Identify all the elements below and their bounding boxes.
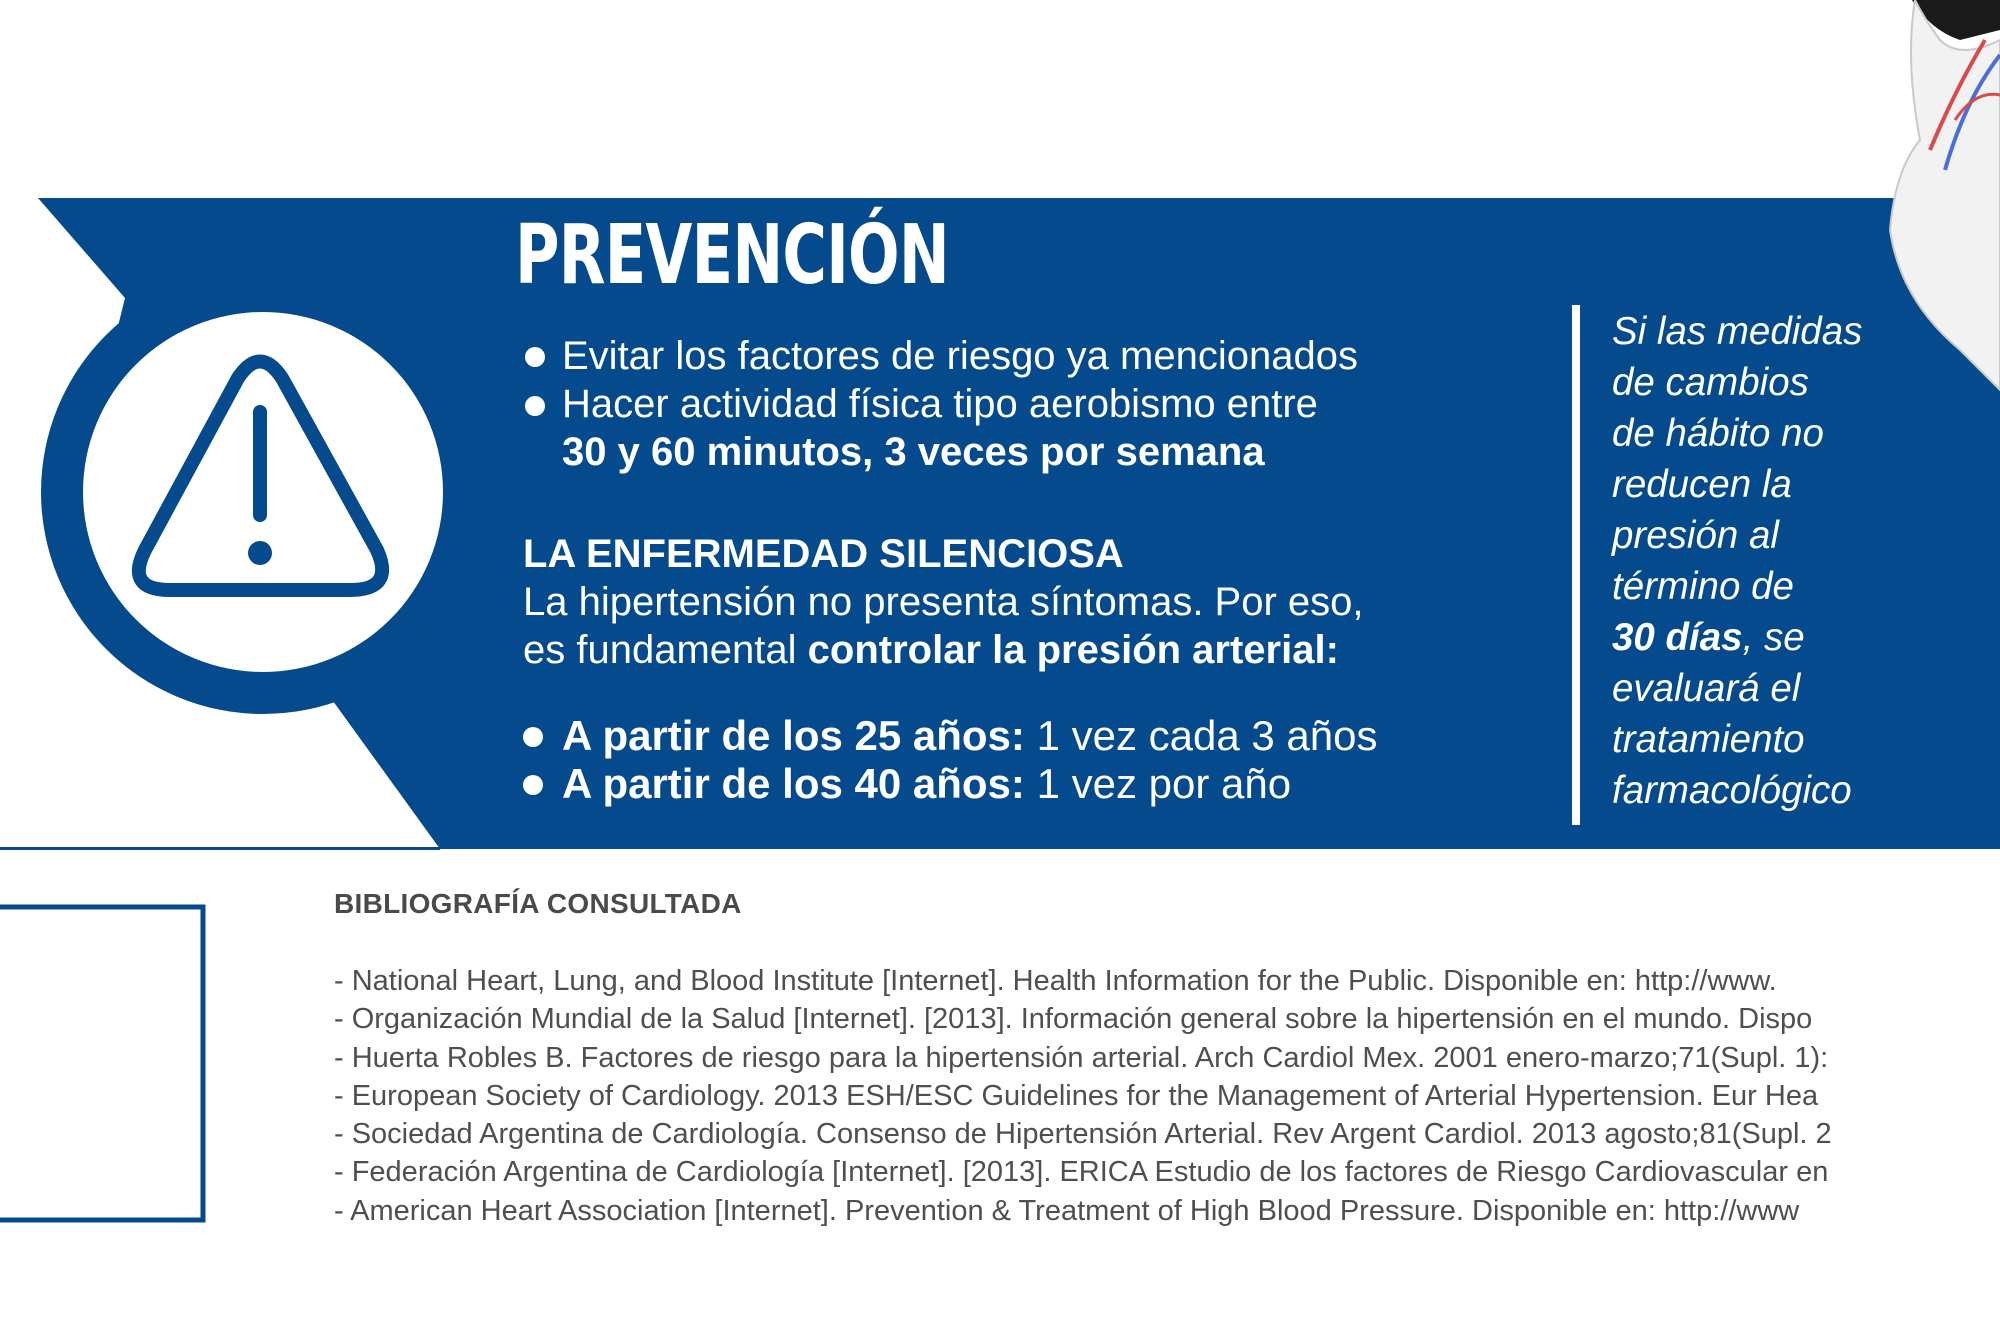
prevention-bullet-1: Evitar los factores de riesgo ya mencionados [562,334,1358,378]
side-note-line: evaluará el [1612,667,1801,710]
prevention-bullet-2-continuation [562,428,1265,476]
bibliography-heading: BIBLIOGRAFÍA CONSULTADA [334,888,742,919]
bibliography-list [334,962,1832,1230]
silent-heading-text: LA ENFERMEDAD SILENCIOSA [523,532,1124,576]
prevention-bullet-2-bold: 30 y 60 minutos, 3 veces por semana [562,430,1265,474]
vertical-divider [1572,305,1580,825]
bibliography-entry: - Federación Argentina de Cardiología [Internet]. [2013]. ERICA Estudio de los factores de Riesgo Cardiovascular en [334,1156,1829,1189]
silent-line-1: La hipertensión no presenta síntomas. Por eso, [523,580,1364,624]
side-note-line: de cambios [1612,361,1809,404]
side-note-line: de hábito no [1612,412,1824,455]
bullet-dot [525,347,545,367]
side-note-line: tratamiento [1612,718,1805,761]
checkup-item-2-bold: A partir de los 40 años: [562,760,1025,807]
bullet-dot [523,727,543,747]
side-note-line: farmacológico [1612,769,1852,812]
bibliography-entry: - American Heart Association [Internet]. Prevention & Treatment of High Blood Pressure. Disponible en: http://www [334,1194,1800,1227]
checkup-item-2 [562,760,1291,808]
side-note-after-bold: , se [1742,616,1805,659]
bibliography-entry: - European Society of Cardiology. 2013 ESH/ESC Guidelines for the Management of Arterial Hypertension. Eur Hea [334,1079,1819,1112]
bullet-dot [525,396,545,416]
side-note [1612,306,1862,816]
side-note-line: Si las medidas [1612,310,1863,353]
side-note-line: término de [1612,565,1794,608]
bullet-dot [523,775,543,795]
checkup-item-2-normal: 1 vez por año [1024,760,1292,807]
checkup-item-1-bold: A partir de los 25 años: [562,712,1025,759]
side-note-line [1612,612,1862,663]
silent-line-2-normal: es fundamental [523,628,808,672]
silent-heading [523,530,1124,578]
prevention-bullet-2: Hacer actividad física tipo aerobismo entre [562,382,1318,426]
silent-line-2-bold: controlar la presión arterial: [807,628,1339,672]
side-note-line: reducen la [1612,463,1792,506]
bibliography-entry: - Huerta Robles B. Factores de riesgo para la hipertensión arterial. Arch Cardiol Mex. 2001 enero-marzo;71(Supl. 1): [334,1041,1829,1074]
banner-underline [0,847,440,850]
side-note-bold: 30 días [1612,616,1743,659]
side-note-line: presión al [1612,514,1779,557]
bibliography-entry: - Sociedad Argentina de Cardiología. Consenso de Hipertensión Arterial. Rev Argent Cardiol. 2013 agosto;81(Supl. 2 [334,1118,1832,1151]
checkup-item-1 [562,712,1377,760]
prevention-title: PREVENCIÓN [515,208,949,303]
bibliography-entry: - National Heart, Lung, and Blood Institute [Internet]. Health Information for the Public. Disponible en: http://www. [334,965,1777,997]
checkup-item-1-normal: 1 vez cada 3 años [1024,712,1378,759]
bibliography-entry: - Organización Mundial de la Salud [Internet]. [2013]. Información general sobre la hipertensión en el mundo. Dispo [334,1003,1813,1036]
outlined-box [0,907,203,1220]
silent-line-2 [523,626,1339,674]
